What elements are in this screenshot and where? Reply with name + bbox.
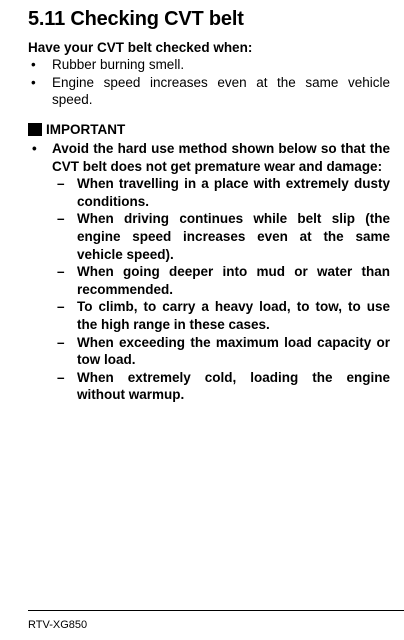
list-item (28, 56, 390, 74)
footer-divider (28, 610, 404, 611)
list-item (52, 369, 390, 404)
list-item-text: When exceeding the maximum load capacity or tow load. (77, 334, 390, 368)
footer-model: RTV-XG850 (28, 619, 88, 631)
list-item (52, 298, 390, 333)
list-item (52, 210, 390, 263)
list-item-text: When travelling in a place with extremely dusty conditions. (77, 176, 390, 209)
important-label: IMPORTANT (46, 122, 126, 137)
list-item-text: Rubber burning smell. (52, 57, 185, 72)
list-item-text: When going deeper into mud or water than recommended. (77, 264, 390, 297)
dash-glyph: – (57, 369, 65, 385)
important-dash-list (52, 175, 390, 404)
dash-glyph: – (57, 299, 65, 315)
list-item (52, 175, 390, 210)
dash-glyph: – (57, 264, 65, 280)
dash-glyph: – (57, 211, 65, 227)
check-heading: Have your CVT belt checked when: (28, 40, 253, 55)
section-title: 5.11 Checking CVT belt (28, 8, 244, 30)
important-main-item (28, 140, 390, 175)
check-list (28, 56, 390, 109)
list-item-text: Engine speed increases even at the same vehicle speed. (52, 74, 390, 107)
list-item (28, 74, 390, 109)
list-item-text: When driving continues while belt slip (the engine speed increases even at the same vehicle speed). (77, 211, 390, 262)
dash-glyph: – (57, 334, 65, 350)
bullet-glyph: • (31, 74, 36, 90)
bullet-glyph: • (32, 141, 37, 156)
list-item (52, 263, 390, 298)
important-heading (28, 121, 125, 138)
important-square-icon (28, 123, 42, 136)
important-block (28, 140, 390, 404)
list-item-text: When extremely cold, loading the engine without warmup. (77, 369, 390, 403)
important-main-text: Avoid the hard use method shown below so that the CVT belt does not get premature wear and damage: (52, 141, 390, 174)
list-item (52, 334, 390, 369)
bullet-glyph: • (31, 57, 36, 72)
list-item-text: To climb, to carry a heavy load, to tow, to use the high range in these cases. (77, 299, 390, 332)
dash-glyph: – (57, 176, 65, 192)
